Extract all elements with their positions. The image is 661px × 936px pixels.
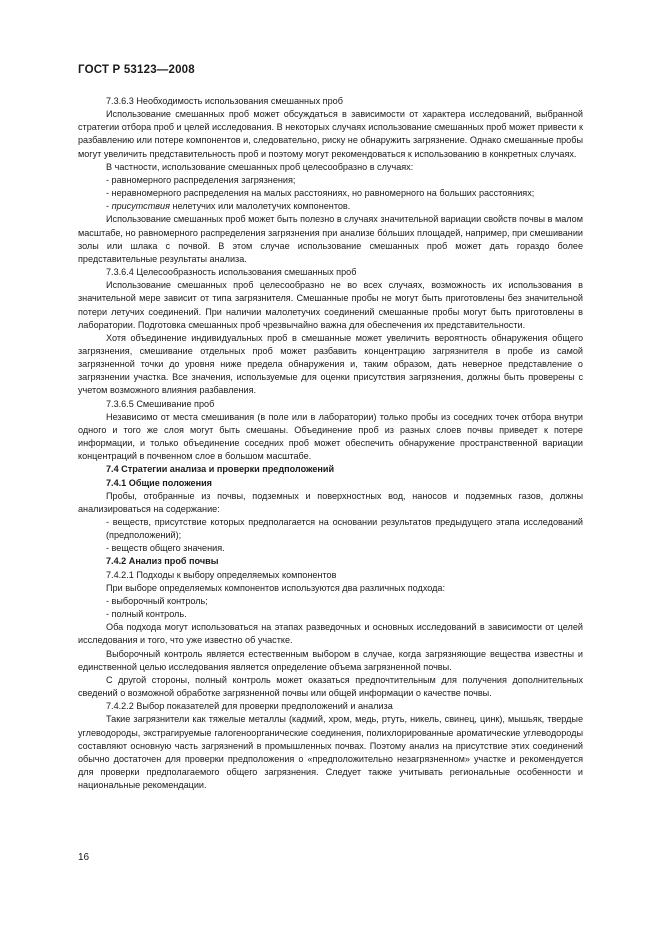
list-item: - равномерного распределения загрязнения; [106, 174, 296, 185]
section-heading-bold: 7.4.2 Анализ проб почвы [106, 556, 219, 567]
body-paragraph: Пробы, отобранные из почвы, подземных и поверхностных вод, наносов и подземных газов, должны анализироваться на содержание: [78, 490, 583, 514]
section-heading: 7.4.2.2 Выбор показателей для проверки предположений и анализа [106, 701, 393, 712]
list-item: - веществ общего значения. [106, 543, 225, 554]
body-paragraph: Независимо от места смешивания (в поле или в лаборатории) только пробы из соседних точек отбора внутри одного и того же слоя могут быть смешаны. Объединение проб из разных слоев почвы приведет к потере информации, и только объединение соседних проб может обеспечить обнаружение пространственной вариации концентраций в почвенном слое в большом масштабе. [78, 411, 583, 462]
list-item: - неравномерного распределения на малых расстояниях, но равномерного на больших расстояниях; [106, 188, 535, 199]
body-paragraph: Оба подхода могут использоваться на этапах разведочных и основных исследований в зависимости от целей исследования и того, что уже известно об участке. [78, 622, 583, 646]
list-item [78, 200, 583, 213]
list-item-prefix: - [106, 201, 112, 212]
document-body [78, 95, 583, 792]
document-header: ГОСТ Р 53123—2008 [78, 64, 195, 76]
body-paragraph: Использование смешанных проб может обсуждаться в зависимости от характера исследований, выбранной стратегии отбора проб и целей исследования. В некоторых случаях использование смешанных проб может привести к разбавлению или потере компонентов и, следовательно, риску не обнаружить загрязнение. Однако смешанные пробы могут увеличить представительность проб и поэтому могут рекомендоваться к использованию в конкретных случаях. [78, 109, 583, 159]
page-number: 16 [78, 852, 90, 863]
section-heading-bold: 7.4.1 Общие положения [106, 477, 212, 488]
section-heading: 7.3.6.5 Смешивание проб [106, 398, 215, 409]
body-paragraph: Такие загрязнители как тяжелые металлы (кадмий, хром, медь, ртуть, никель, свинец, цинк), мышьяк, твердые углеводороды, экстрагируемые галогеноорганические соединения, полихлорированные ароматические углеводороды составляют основную часть загрязнений в промышленных почвах. Поэтому анализ на присутствие этих соединений обычно достаточен для проверки предположения о «предположительно незагрязненном» участке и рекомендуется для проверки предполагаемого общего загрязнения. Следует также учитывать региональные особенности и национальные рекомендации. [78, 714, 583, 791]
body-paragraph: В частности, использование смешанных проб целесообразно в случаях: [106, 161, 414, 172]
list-item-emphasis: присутствия [111, 201, 170, 212]
list-item-rest: нелетучих или малолетучих компонентов. [169, 201, 351, 212]
section-heading: 7.4.2.1 Подходы к выбору определяемых компонентов [106, 569, 337, 580]
section-heading: 7.3.6.4 Целесообразность использования смешанных проб [106, 267, 357, 278]
list-item: - полный контроль. [106, 609, 187, 620]
list-item: - веществ, присутствие которых предполагается на основании результатов предыдущего этапа исследований (предположений); [106, 517, 583, 541]
body-paragraph: При выборе определяемых компонентов используются два различных подхода: [106, 582, 446, 593]
body-paragraph: Использование смешанных проб может быть полезно в случаях значительной вариации свойств почвы в малом масштабе, но равномерного распределения загрязнения при анализе бóльших площадей, например, при смешивании золы или шлака с почвой. В этом случае использование смешанных проб может дать гораздо более представительные результаты анализа. [78, 214, 583, 264]
body-paragraph: Выборочный контроль является естественным выбором в случае, когда загрязняющие вещества известны и единственной целью исследования является определение объема загрязненной почвы. [78, 648, 583, 672]
list-item: - выборочный контроль; [106, 595, 208, 606]
body-paragraph: Хотя объединение индивидуальных проб в смешанные может увеличить вероятность обнаружения общего загрязнения, смешивание отдельных проб может разбавить концентрацию загрязнителя в пробе из самой загрязненной точки до уровня ниже предела обнаружения и, таким образом, дать неверное представление о загрязнении участка. Все значения, используемые для оценки присутствия загрязнения, должны быть проверены с учетом возможного влияния разбавления. [78, 332, 583, 396]
section-heading: 7.3.6.3 Необходимость использования смешанных проб [106, 96, 343, 106]
body-paragraph: Использование смешанных проб целесообразно не во всех случаях, возможность их использования в значительной мере зависит от типа загрязнителя. Смешанные пробы не могут быть приготовлены без значительной потери летучих соединений. При наличии малолетучих соединений смешанные пробы могут быть приготовлены в лаборатории. Подготовка смешанных проб чрезвычайно важна для обеспечения их представительности. [78, 280, 583, 330]
section-heading-bold: 7.4 Стратегии анализа и проверки предположений [106, 464, 335, 475]
body-paragraph: С другой стороны, полный контроль может оказаться предпочтительным для получения дополнительных сведений о возможной обработке загрязненной почвы или общей информации о качестве почвы. [78, 674, 583, 699]
